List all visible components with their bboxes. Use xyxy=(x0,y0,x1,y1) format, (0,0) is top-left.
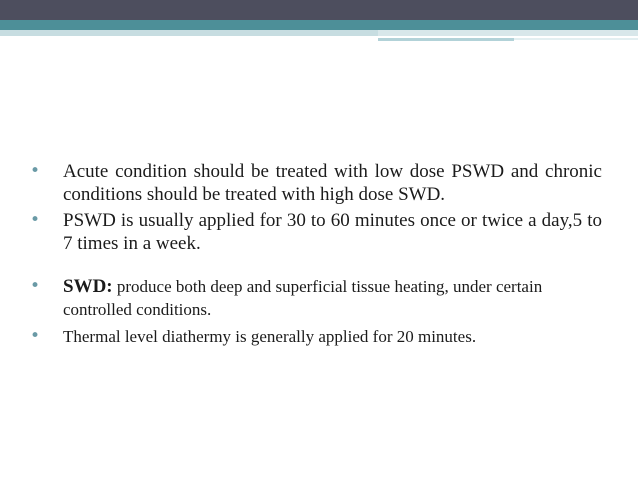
header-bar-light-right xyxy=(378,30,638,36)
bullet-text-1: Acute condition should be treated with low dose PSWD and chronic conditions should be treated with high dose SWD. xyxy=(63,161,602,205)
bullet-icon: • xyxy=(30,326,41,346)
bullet-text-2: PSWD is usually applied for 30 to 60 minutes once or twice a day,5 to 7 times in a week. xyxy=(63,210,602,254)
bullet-item-1 xyxy=(30,160,602,206)
bullet-icon: • xyxy=(30,161,41,181)
bullet-icon: • xyxy=(30,210,41,230)
header-bar-light xyxy=(0,30,378,36)
bullet-term-swd: SWD: xyxy=(63,276,113,297)
bullet-item-3 xyxy=(30,275,602,321)
bullet-list xyxy=(30,160,602,348)
header-line-thin xyxy=(378,38,514,41)
slide-content xyxy=(30,160,602,348)
bullet-item-2 xyxy=(30,209,602,255)
bullet-text-3: produce both deep and superficial tissue heating, under certain controlled conditions. xyxy=(63,277,543,319)
bullet-text-4: Thermal level diathermy is generally applied for 20 minutes. xyxy=(63,327,477,346)
header-bar-dark xyxy=(0,0,638,20)
bullet-icon: • xyxy=(30,276,41,296)
header-bar-teal xyxy=(0,20,638,30)
bullet-item-4 xyxy=(30,325,602,348)
header-line-thin-right xyxy=(514,38,638,40)
